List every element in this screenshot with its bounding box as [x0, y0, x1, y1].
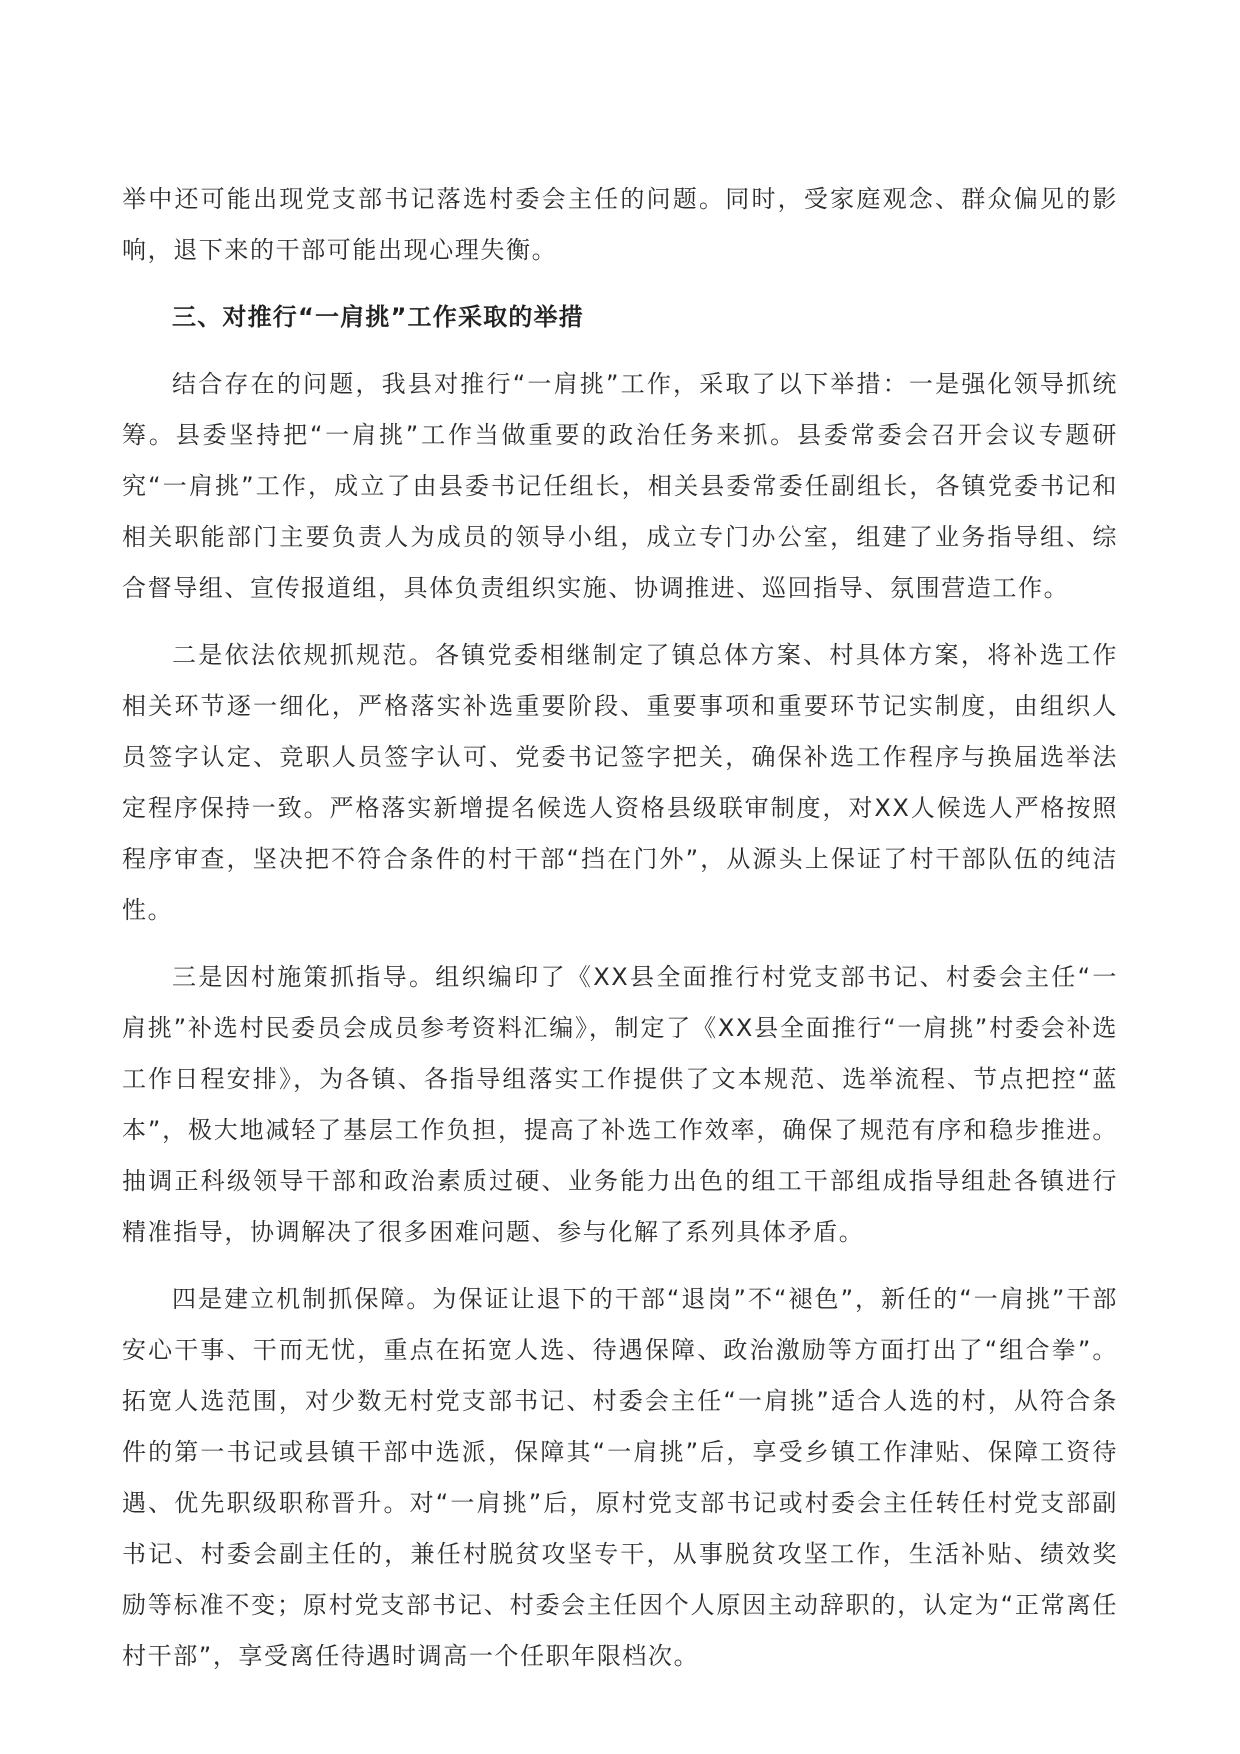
- paragraph-measure-four: 四是建立机制抓保障。为保证让退下的干部“退岗”不“褪色”，新任的“一肩挑”干部安心干事、干而无忧，重点在拓宽人选、待遇保障、政治激励等方面打出了“组合拳”。拓宽人选范围，对少数无村党支部书记、村委会主任“一肩挑”适合人选的村，从符合条件的第一书记或县镇干部中选派，保障其“一肩挑”后，享受乡镇工作津贴、保障工资待遇、优先职级职称晋升。对“一肩挑”后，原村党支部书记或村委会主任转任村党支部副书记、村委会副主任的，兼任村脱贫攻坚专干，从事脱贫攻坚工作，生活补贴、绩效奖励等标准不变；原村党支部书记、村委会主任因个人原因主动辞职的，认定为“正常离任村干部”，享受离任待遇时调高一个任职年限档次。: [122, 1285, 1118, 1670]
- document-body: [122, 174, 1118, 1682]
- paragraph-measure-two: 二是依法依规抓规范。各镇党委相继制定了镇总体方案、村具体方案，将补选工作相关环节逐一细化，严格落实补选重要阶段、重要事项和重要环节记实制度，由组织人员签字认定、竞职人员签字认可、党委书记签字把关，确保补选工作程序与换届选举法定程序保持一致。严格落实新增提名候选人资格县级联审制度，对XX人候选人严格按照程序审查，坚决把不符合条件的村干部“挡在门外”，从源头上保证了村干部队伍的纯洁性。: [122, 641, 1118, 924]
- paragraph-measures-intro: 结合存在的问题，我县对推行“一肩挑”工作，采取了以下举措：一是强化领导抓统筹。县委坚持把“一肩挑”工作当做重要的政治任务来抓。县委常委会召开会议专题研究“一肩挑”工作，成立了由县委书记任组长，相关县委常委任副组长，各镇党委书记和相关职能部门主要负责人为成员的领导小组，成立专门办公室，组建了业务指导组、综合督导组、宣传报道组，具体负责组织实施、协调推进、巡回指导、氛围营造工作。: [122, 370, 1118, 602]
- section-heading: 三、对推行“一肩挑”工作采取的举措: [172, 303, 584, 331]
- paragraph-continuation: 举中还可能出现党支部书记落选村委会主任的问题。同时，受家庭观念、群众偏见的影响，退下来的干部可能出现心理失衡。: [122, 185, 1118, 264]
- paragraph-measure-three: 三是因村施策抓指导。组织编印了《XX县全面推行村党支部书记、村委会主任“一肩挑”补选村民委员会成员参考资料汇编》，制定了《XX县全面推行“一肩挑”村委会补选工作日程安排》，为各镇、各指导组落实工作提供了文本规范、选举流程、节点把控“蓝本”，极大地减轻了基层工作负担，提高了补选工作效率，确保了规范有序和稳步推进。抽调正科级领导干部和政治素质过硬、业务能力出色的组工干部组成指导组赴各镇进行精准指导，协调解决了很多困难问题、参与化解了系列具体矛盾。: [122, 963, 1118, 1246]
